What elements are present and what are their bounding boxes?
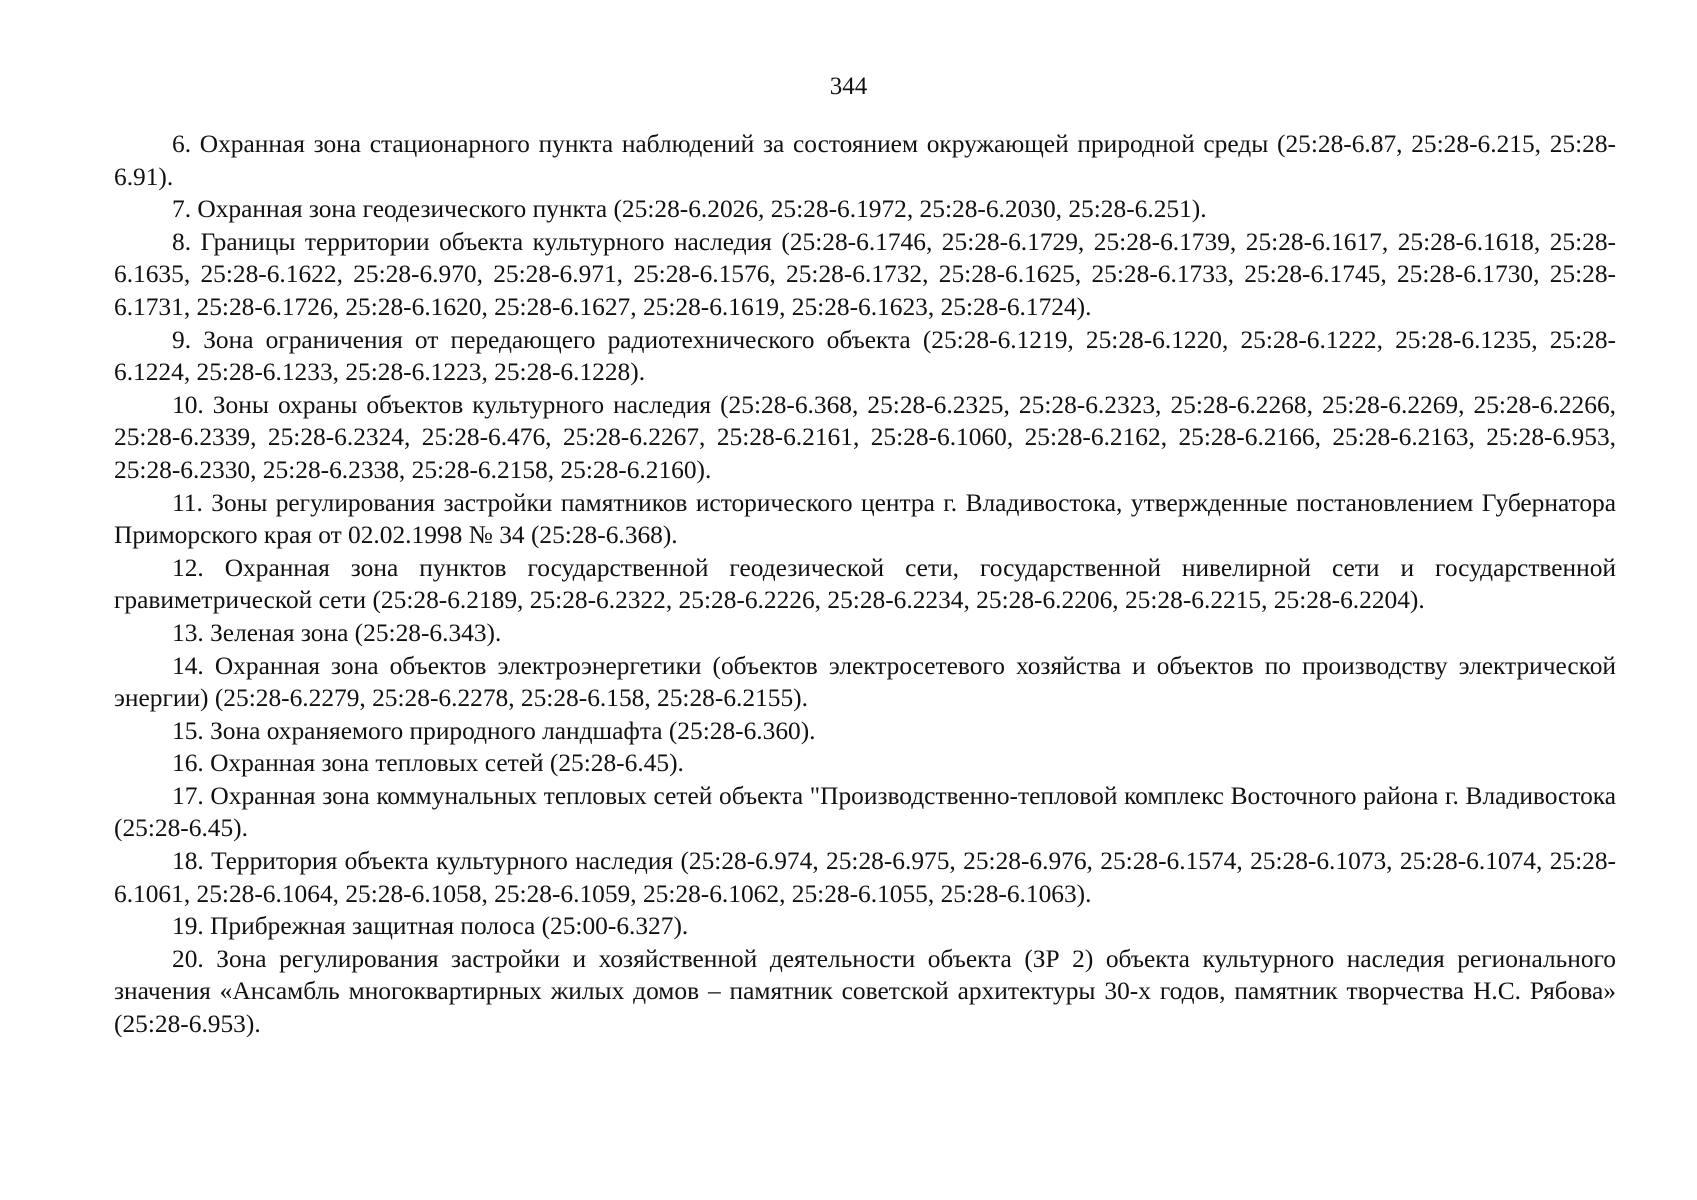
paragraph-item-18: 18. Территория объекта культурного наследия (25:28-6.974, 25:28-6.975, 25:28-6.976, 25:28-6.1574, 25:28-6.1073, 25:28-6.1074, 25:28-6.1061, 25:28-6.1064, 25:28-6.1058, 25:28-6.1059, 25:28-6.1062, 25:28-6.1055, 25:28-6.1063). [114,847,1616,908]
page-number: 344 [829,73,868,100]
paragraph-item-15: 15. Зона охраняемого природного ландшафта (25:28-6.360). [172,716,816,745]
paragraph-item-11: 11. Зоны регулирования застройки памятников исторического центра г. Владивостока, утвержденные постановлением Губернатора Приморского края от 02.02.1998 № 34 (25:28-6.368). [114,488,1616,550]
paragraph-item-6: 6. Охранная зона стационарного пункта наблюдений за состоянием окружающей природной среды (25:28-6.87, 25:28-6.215, 25:28-6.91). [114,130,1616,191]
paragraph-item-17: 17. Охранная зона коммунальных тепловых сетей объекта "Производственно-тепловой комплекс Восточного района г. Владивостока (25:28-6.45). [114,781,1616,843]
paragraph-item-16: 16. Охранная зона тепловых сетей (25:28-6.45). [172,749,684,778]
paragraph-item-20: 20. Зона регулирования застройки и хозяйственной деятельности объекта (ЗР 2) объекта культурного наследия регионального значения «Ансамбль многоквартирных жилых домов – памятник советской архитектуры 30-х годов, памятник творчества Н.С. Рябова» (25:28-6.953). [114,944,1616,1039]
document-body [114,128,1616,1041]
paragraph-item-12: 12. Охранная зона пунктов государственной геодезической сети, государственной нивелирной сети и государственной гравиметрической сети (25:28-6.2189, 25:28-6.2322, 25:28-6.2226, 25:28-6.2234, 25:28-6.2206, 25:28-6.2215, 25:28-6.2204). [114,553,1616,615]
paragraph-item-19: 19. Прибрежная защитная полоса (25:00-6.327). [172,912,689,941]
paragraph-item-13: 13. Зеленая зона (25:28-6.343). [172,618,502,647]
paragraph-item-9: 9. Зона ограничения от передающего радиотехнического объекта (25:28-6.1219, 25:28-6.1220, 25:28-6.1222, 25:28-6.1235, 25:28-6.1224, 25:28-6.1233, 25:28-6.1223, 25:28-6.1228). [114,325,1616,387]
paragraph-item-14: 14. Охранная зона объектов электроэнергетики (объектов электросетевого хозяйства и объектов по производству электрической энергии) (25:28-6.2279, 25:28-6.2278, 25:28-6.158, 25:28-6.2155). [114,651,1616,713]
paragraph-item-7: 7. Охранная зона геодезического пункта (25:28-6.2026, 25:28-6.1972, 25:28-6.2030, 25:28-6.251). [172,195,1207,224]
paragraph-item-8: 8. Границы территории объекта культурного наследия (25:28-6.1746, 25:28-6.1729, 25:28-6.1739, 25:28-6.1617, 25:28-6.1618, 25:28-6.1635, 25:28-6.1622, 25:28-6.970, 25:28-6.971, 25:28-6.1576, 25:28-6.1732, 25:28-6.1625, 25:28-6.1733, 25:28-6.1745, 25:28-6.1730, 25:28-6.1731, 25:28-6.1726, 25:28-6.1620, 25:28-6.1627, 25:28-6.1619, 25:28-6.1623, 25:28-6.1724). [114,227,1616,321]
paragraph-item-10: 10. Зоны охраны объектов культурного наследия (25:28-6.368, 25:28-6.2325, 25:28-6.2323, 25:28-6.2268, 25:28-6.2269, 25:28-6.2266, 25:28-6.2339, 25:28-6.2324, 25:28-6.476, 25:28-6.2267, 25:28-6.2161, 25:28-6.1060, 25:28-6.2162, 25:28-6.2166, 25:28-6.2163, 25:28-6.953, 25:28-6.2330, 25:28-6.2338, 25:28-6.2158, 25:28-6.2160). [114,390,1616,484]
